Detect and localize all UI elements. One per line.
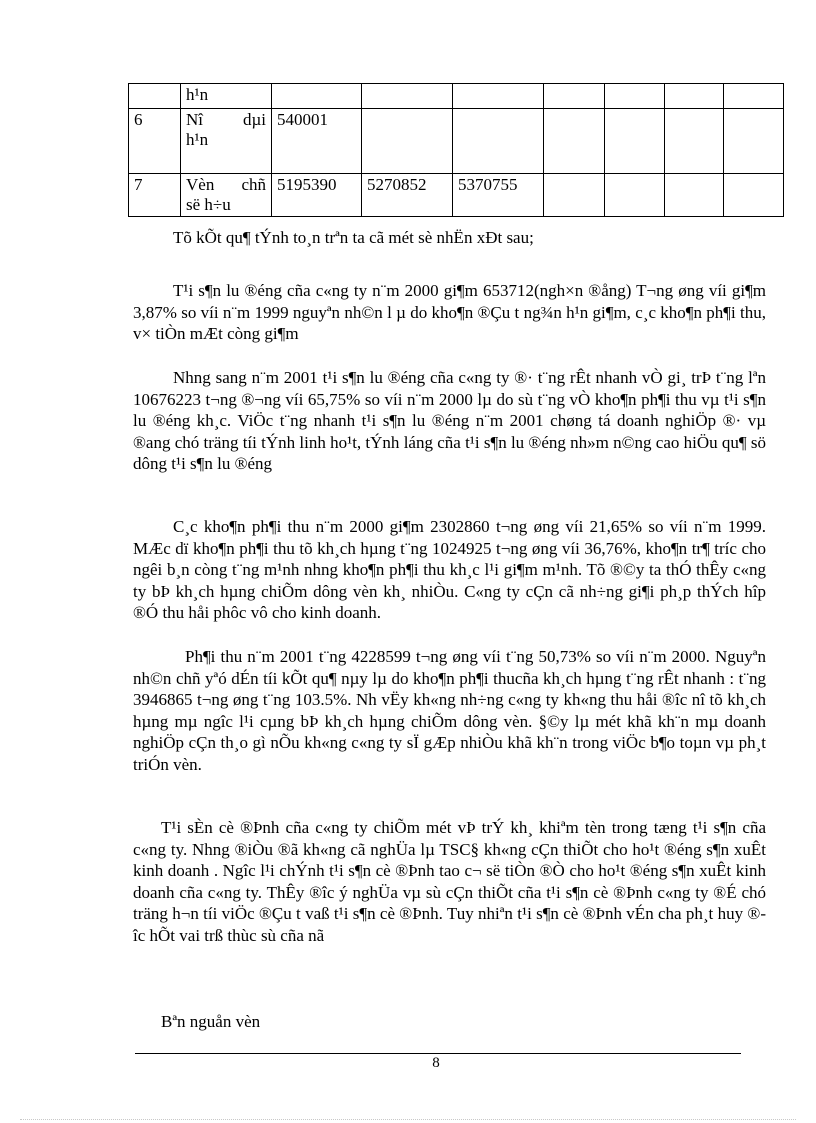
value-cell xyxy=(362,84,453,109)
row-number-cell xyxy=(129,84,181,109)
value-cell xyxy=(272,84,362,109)
body-paragraph: T¹i s¶n lu ®éng cña c«ng ty n¨m 2000 gi¶m 653712(ngh×n ®ång) T¬ng øng víi gi¶m 3,87% so víi n¨m 1999 nguyªn nh©n l µ do kho¶n ®Çu t ng¾n h¹n gi¶m, c¸c kho¶n ph¶i thu, v× tiÒn mÆt còng gi¶m xyxy=(133,281,766,343)
value-cell xyxy=(605,109,665,174)
item-name-line: h¹n xyxy=(186,130,209,149)
value-cell xyxy=(362,109,453,174)
section-heading: Bªn nguån vèn xyxy=(161,1012,261,1031)
value-cell xyxy=(665,174,724,217)
table-row xyxy=(129,109,784,174)
item-name-cell: h¹n xyxy=(181,84,272,109)
value-cell xyxy=(544,109,605,174)
value-cell xyxy=(453,109,544,174)
footer-divider xyxy=(135,1053,741,1054)
value-cell xyxy=(724,109,784,174)
value-cell xyxy=(724,84,784,109)
page-edge-marker xyxy=(20,1119,796,1120)
value-cell: 540001 xyxy=(272,109,362,174)
value-cell xyxy=(544,174,605,217)
body-paragraph: Ph¶i thu n¨m 2001 t¨ng 4228599 t¬ng øng víi t¨ng 50,73% so víi n¨m 2000. Nguyªn nh©n chñ yªó dÉn tíi kÕt qu¶ nµy lµ do kho¶n ph¶i thucña kh¸ch hµng t¨ng rÊt nhanh : t¨ng 3946865 t¬ng øng t¨ng 103.5%. Nh vËy kh«ng nh÷ng c«ng ty kh«ng thu håi ®îc nî tõ kh¸ch hµng mµ ngîc l¹i cµng bÞ kh¸ch hµng chiÕm dông vèn. §©y lµ mét khã kh¨n mµ doanh nghiÖp cÇn th¸o gì nÕu kh«ng c«ng ty sÏ gÆp nhiÒu khã kh¨n trong viÖc b¶o toµn vµ ph¸t triÓn vèn. xyxy=(133,647,766,774)
value-cell xyxy=(724,174,784,217)
value-cell xyxy=(665,84,724,109)
row-number-cell: 7 xyxy=(129,174,181,217)
body-paragraph: C¸c kho¶n ph¶i thu n¨m 2000 gi¶m 2302860 t¬ng øng víi 21,65% so víi n¨m 1999. MÆc dï kho¶n ph¶i thu tõ kh¸ch hµng t¨ng 1024925 t¬ng øng víi 36,76%, kho¶n tr¶ tríc cho ngêi b¸n còng t¨ng m¹nh nhng kho¶n ph¶i thu kh¸c l¹i gi¶m m¹nh. Tõ ®©y ta thÓ thÊy c«ng ty bÞ kh¸ch hµng chiÕm dông vèn kh¸ nhiÒu. C«ng ty cÇn cã nh÷ng gi¶i ph¸p thÝch hîp ®Ó thu håi phôc vô cho kinh doanh. xyxy=(133,517,766,622)
value-cell: 5370755 xyxy=(453,174,544,217)
value-cell: 5195390 xyxy=(272,174,362,217)
body-paragraph: T¹i sÈn cè ®Þnh cña c«ng ty chiÕm mét vÞ trÝ kh¸ khiªm tèn trong tæng t¹i s¶n cña c«ng ty. Nhng ®iÒu ®ã kh«ng cã nghÜa lµ TSC§ kh«ng cÇn thiÕt cho ho¹t ®éng s¶n xuÊt kinh doanh . Ngîc l¹i chÝnh t¹i s¶n cè ®Þnh tao c¬ së tiÒn ®Ò cho ho¹t ®éng s¶n xuÊt kinh doanh cña c«ng ty. ThÊy ®îc ý nghÜa vµ sù cÇn thiÕt cña t¹i s¶n cè ®Þnh c«ng ty ®É chó träng h¬n tíi viÖc ®Çu t vaß t¹i s¶n cè ®Þnh. Tuy nhiªn t¹i s¶n cè ®Þnh vÉn cha ph¸t huy ®îc hÕt vai trß thùc sù cña nã xyxy=(133,818,766,945)
table-row xyxy=(129,174,784,217)
item-name-line: Nî dµi xyxy=(186,110,266,129)
page-number: 8 xyxy=(432,1055,440,1071)
table-row xyxy=(129,84,784,109)
value-cell xyxy=(605,84,665,109)
row-number-cell: 6 xyxy=(129,109,181,174)
value-cell: 5270852 xyxy=(362,174,453,217)
financial-table xyxy=(128,83,784,217)
value-cell xyxy=(665,109,724,174)
value-cell xyxy=(605,174,665,217)
item-name-line: Vèn chñ xyxy=(186,175,266,194)
body-paragraph: Nhng sang n¨m 2001 t¹i s¶n lu ®éng cña c«ng ty ®· t¨ng rÊt nhanh vÒ gi¸ trÞ t¨ng lªn 10676223 t¬ng ®¬ng víi 65,75% so víi n¨m 2000 lµ do sù t¨ng vÒ kho¶n ph¶i thu vµ t¹i s¶n lu ®éng kh¸c. ViÖc t¨ng nhanh t¹i s¶n lu ®éng n¨m 2001 chøng tá doanh nghiÖp ®· vµ ®ang chó träng tíi tÝnh linh ho¹t, tÝnh láng cña t¹i s¶n lu ®éng nh»m n©ng cao hiÖu qu¶ sö dông t¹i s¶n lu ®éng xyxy=(133,368,766,473)
summary-intro-paragraph: Tõ kÕt qu¶ tÝnh to¸n trªn ta cã mét sè nhËn xÐt sau; xyxy=(173,228,534,247)
item-name-line: së h÷u xyxy=(186,195,231,214)
item-name-cell xyxy=(181,174,272,217)
value-cell xyxy=(544,84,605,109)
value-cell xyxy=(453,84,544,109)
item-name-cell xyxy=(181,109,272,174)
